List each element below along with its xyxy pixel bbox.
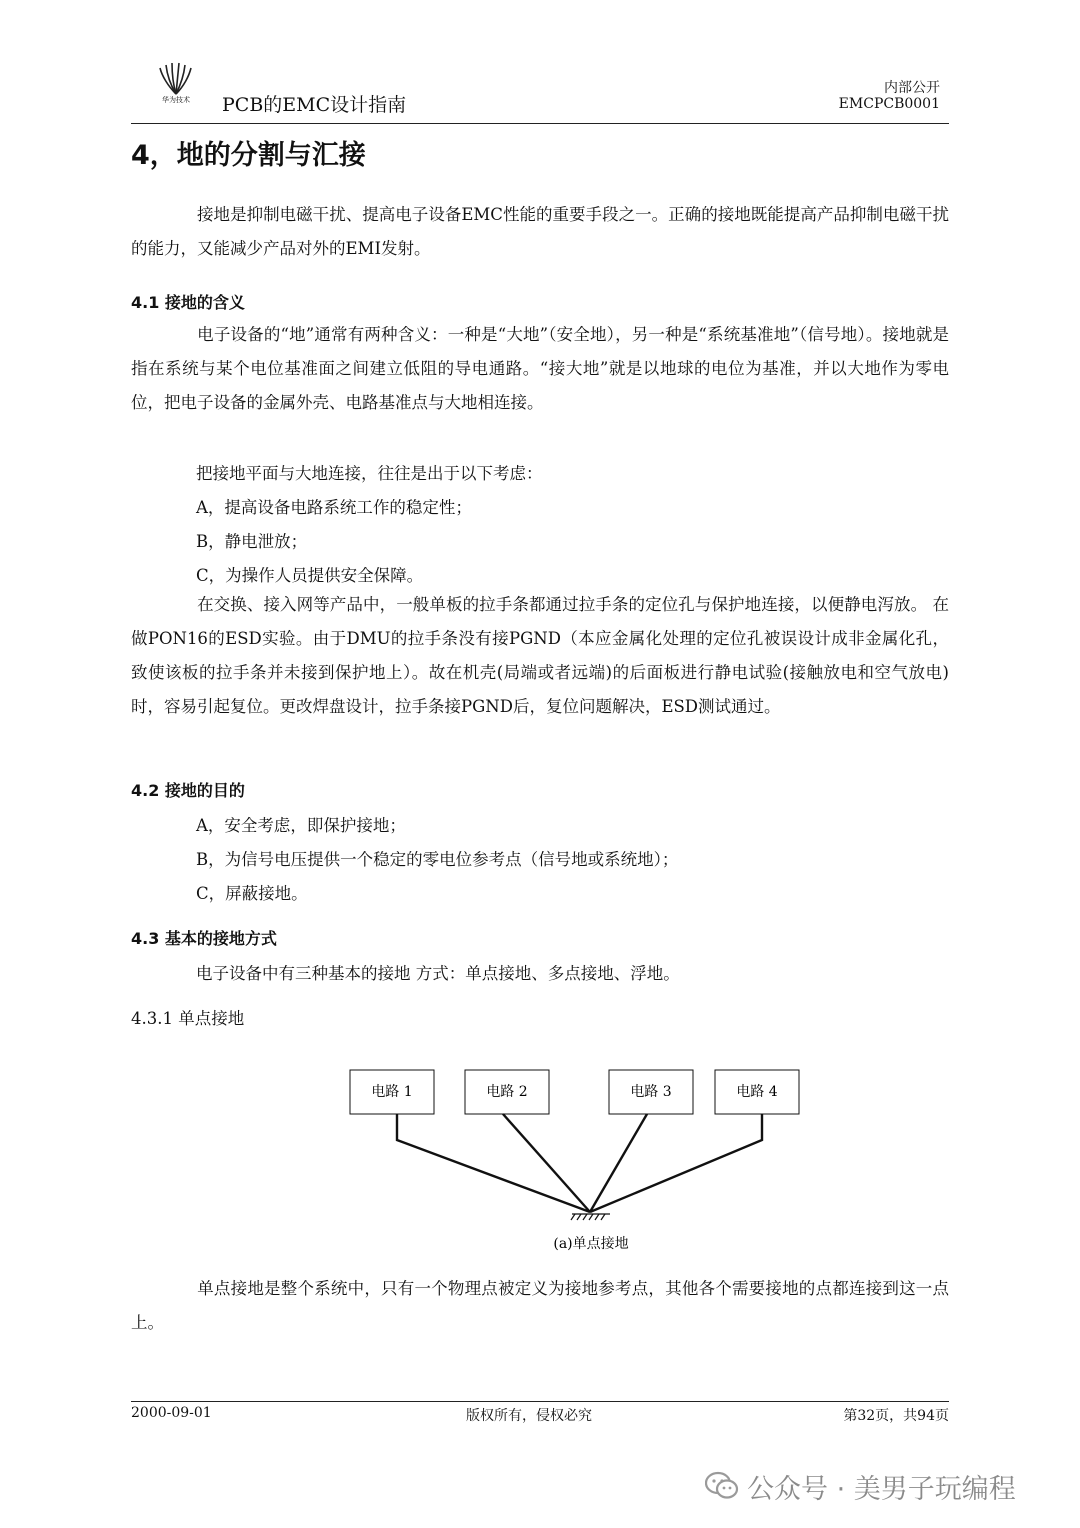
doc-code: EMCPCB0001 (838, 96, 940, 112)
header-rule (131, 123, 949, 124)
section-title: 4，地的分割与汇接 (131, 140, 366, 171)
paragraph-4-1-1 (131, 318, 949, 420)
list-item: C，屏蔽接地。 (196, 884, 308, 903)
paragraph-4-3-2-text: 单点接地是整个系统中，只有一个物理点被定义为接地参考点，其他各个需要接地的点都连接到这一点上。 (131, 1279, 949, 1332)
watermark-text: 公众号 · 美男子玩编程 (747, 1473, 1016, 1505)
intro-text: 接地是抑制电磁干扰、提高电子设备EMC性能的重要手段之一。正确的接地既能提高产品抑制电磁干扰的能力，又能减少产品对外的EMI发射。 (131, 205, 949, 258)
list-item: B，静电泄放； (196, 532, 308, 551)
ground-symbol-icon (571, 1214, 610, 1220)
paragraph-4-1-1-text: 电子设备的“地”通常有两种含义：一种是“大地”（安全地），另一种是“系统基准地”（信号地）。接地就是指在系统与某个电位基准面之间建立低阻的导电通路。“接大地”就是以地球的电位为基准，并以大地作为零电位，把电子设备的金属外壳、电路基准点与大地相连接。 (131, 325, 949, 412)
company-logo (152, 62, 200, 106)
figure-caption: (a)单点接地 (553, 1236, 629, 1252)
heading-4-3: 4.3 基本的接地方式 (131, 929, 277, 948)
ground-wires (397, 1114, 762, 1212)
circuit-label-3: 电路 3 (630, 1084, 672, 1100)
paragraph-4-1-3 (131, 588, 949, 724)
paragraph-4-1-2: 把接地平面与大地连接，往往是出于以下考虑： (196, 464, 543, 483)
circuit-label-2: 电路 2 (486, 1084, 528, 1100)
footer-page-number: 第32页，共94页 (843, 1408, 949, 1424)
circuit-label-1: 电路 1 (371, 1084, 413, 1100)
logo-text: 华为技术 (162, 96, 190, 104)
single-point-ground-diagram (340, 1060, 820, 1265)
circuit-label-4: 电路 4 (736, 1084, 778, 1100)
heading-4-2: 4.2 接地的目的 (131, 781, 245, 800)
list-item: A，提高设备电路系统工作的稳定性； (196, 498, 472, 517)
paragraph-4-3-2 (131, 1272, 949, 1340)
list-item: C，为操作人员提供安全保障。 (196, 566, 424, 585)
footer-date: 2000-09-01 (131, 1405, 212, 1421)
list-item: B，为信号电压提供一个稳定的零电位参考点（信号地或系统地）； (196, 850, 679, 869)
footer-rule (131, 1401, 949, 1402)
doc-title: PCB的EMC设计指南 (222, 94, 407, 116)
wechat-icon (705, 1471, 739, 1501)
classification-label: 内部公开 (884, 80, 940, 96)
paragraph-4-1-3-text: 在交换、接入网等产品中，一般单板的拉手条都通过拉手条的定位孔与保护地连接，以便静电泻放。 在做PON16的ESD实验。由于DMU的拉手条没有接PGND（本应金属化处理的定位孔被误设计成非金属化孔，致使该板的拉手条并未接到保护地上）。故在机壳(局端或者远端)的后面板进行静电试验(接触放电和空气放电)时，容易引起复位。更改焊盘设计，拉手条接PGND后，复位问题解决，ESD测试通过。 (131, 595, 949, 716)
subheading-4-3-1: 4.3.1 单点接地 (131, 1009, 245, 1028)
footer-copyright: 版权所有，侵权必究 (466, 1408, 592, 1424)
wechat-watermark (705, 1466, 1016, 1506)
intro-paragraph (131, 198, 949, 266)
list-item: A，安全考虑，即保护接地； (196, 816, 406, 835)
heading-4-1: 4.1 接地的含义 (131, 293, 245, 312)
paragraph-4-3-1: 电子设备中有三种基本的接地 方式：单点接地、多点接地、浮地。 (196, 964, 680, 983)
